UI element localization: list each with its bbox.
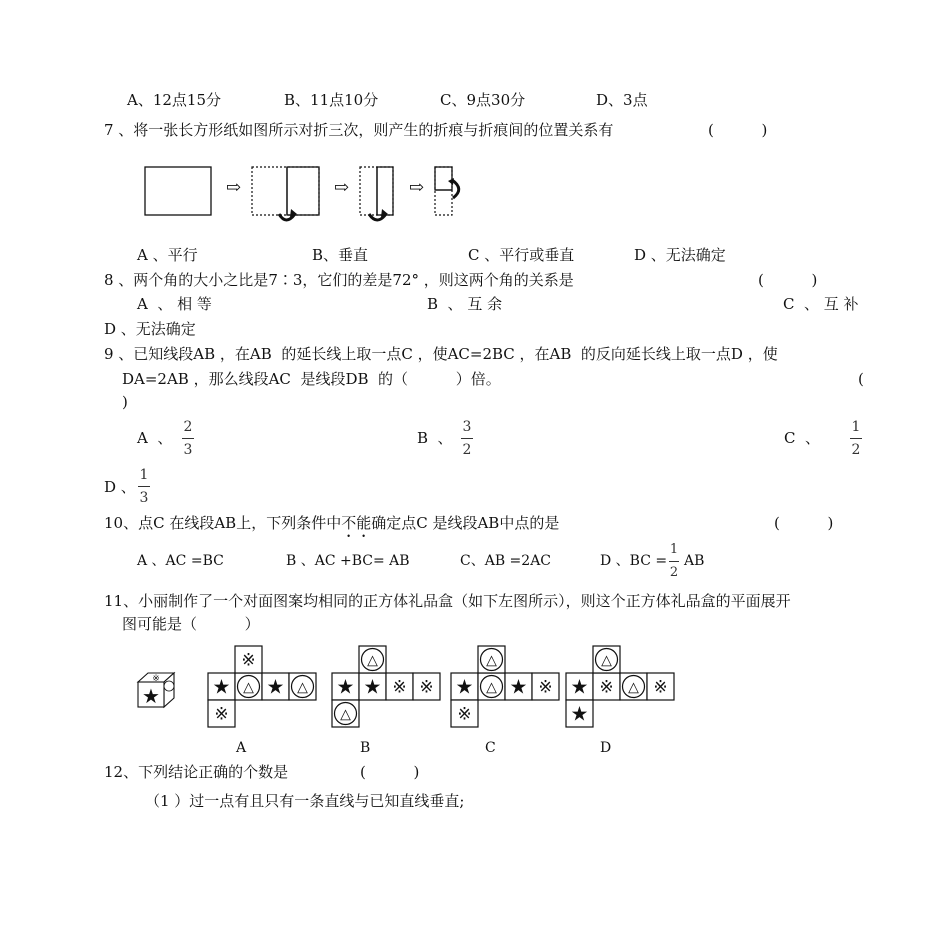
numerator: 2 (183, 419, 193, 435)
q8-option-d: D 、无法确定 (104, 320, 196, 338)
cross-symbol: ※ (241, 650, 256, 671)
denominator: 2 (462, 442, 472, 458)
star-symbol: ★ (266, 674, 285, 699)
q9-option-b-label: B 、 (417, 429, 453, 447)
q12-item-1: （1 ）过一点有且只有一条直线与已知直线垂直; (145, 792, 465, 810)
net-option-b (332, 646, 440, 727)
q10-option-d-suffix: AB (684, 553, 705, 569)
numerator: 1 (139, 467, 149, 483)
q9-option-c-label: C 、 (784, 429, 821, 447)
q11-line1: 11、小丽制作了一个对面图案均相同的正方体礼品盒（如下左图所示），则这个正方体礼品盒的平面展开 (104, 592, 791, 610)
denominator: 2 (851, 442, 861, 458)
q9-paren-close: ) (122, 393, 128, 411)
q11-label-b: B (360, 740, 371, 756)
q11-label-d: D (600, 740, 612, 756)
q8-answer-paren: ( ) (758, 271, 818, 289)
triangle-symbol: △ (340, 706, 351, 723)
net-option-a (208, 646, 316, 727)
q9-option-a-label: A 、 (137, 429, 173, 447)
triangle-symbol: △ (601, 652, 612, 669)
q10-answer-paren: ( ) (774, 514, 834, 532)
q10-stem-emphasis: 不能 (341, 514, 372, 532)
triangle-symbol: △ (243, 679, 254, 696)
svg-text:※: ※ (152, 674, 160, 684)
numerator: 1 (851, 419, 861, 435)
cross-symbol: ※ (599, 677, 614, 698)
q8-option-c: C 、 互 补 (783, 295, 859, 313)
q7-arrow-3: ⇨ (409, 177, 425, 198)
net-option-d (566, 646, 674, 727)
q7-stem: 7 、将一张长方形纸如图所示对折三次，则产生的折痕与折痕间的位置关系有 (104, 121, 614, 139)
q9-line1: 9 、已知线段AB ，在AB 的延长线上取一点C ，使AC=2BC ，在AB 的反向延长线上取一点D ，使 (104, 345, 778, 363)
q9-paren-open: ( (858, 370, 864, 388)
q8-stem: 8 、两个角的大小之比是7∶3，它们的差是72° ，则这两个角的关系是 (104, 271, 574, 289)
star-symbol: ★ (212, 674, 231, 699)
q6-option-c: C、9点30分 (440, 91, 526, 109)
q7-option-c: C 、平行或垂直 (468, 246, 575, 264)
cross-symbol: ※ (419, 677, 434, 698)
q6-option-a: A、12点15分 (127, 91, 222, 109)
q6-option-b: B、11点10分 (284, 91, 379, 109)
cross-symbol: ※ (392, 677, 407, 698)
denominator: 3 (183, 442, 193, 458)
q10-option-b: B 、AC +BC= AB (286, 553, 410, 569)
triangle-symbol: △ (297, 679, 308, 696)
q11-label-a: A (236, 740, 247, 756)
q11-label-c: C (485, 740, 496, 756)
star-symbol: ★ (336, 674, 355, 699)
q9-option-d-label: D 、 (104, 478, 136, 496)
q12-answer-paren: ( ) (360, 763, 420, 781)
cross-symbol: ※ (214, 704, 229, 725)
cross-symbol: ※ (653, 677, 668, 698)
q9-line2: DA=2AB ，那么线段AC 是线段DB 的（ ）倍。 (122, 370, 501, 388)
q8-option-a: A 、 相 等 (137, 295, 212, 313)
q11-line2: 图可能是（ ） (122, 615, 260, 633)
q7-answer-paren: ( ) (708, 121, 768, 139)
star-symbol: ★ (570, 674, 589, 699)
q7-arrow-2: ⇨ (334, 177, 350, 198)
star-symbol: ★ (509, 674, 528, 699)
net-option-c (451, 646, 559, 727)
triangle-symbol: △ (367, 652, 378, 669)
svg-text:★: ★ (142, 684, 160, 708)
star-symbol: ★ (455, 674, 474, 699)
q10-stem-prefix: 10、点C 在线段AB上，下列条件中 (104, 514, 342, 532)
star-symbol: ★ (570, 701, 589, 726)
q7-option-a: A 、平行 (137, 246, 198, 264)
q7-option-d: D 、无法确定 (634, 246, 726, 264)
q7-arrow-1: ⇨ (226, 177, 242, 198)
triangle-symbol: △ (628, 679, 639, 696)
gift-box-cube (138, 673, 174, 708)
denominator: 3 (139, 490, 149, 506)
q7-option-b: B、垂直 (312, 246, 369, 264)
q10-option-a: A 、AC =BC (137, 553, 224, 569)
q10-stem-suffix: 确定点C 是线段AB中点的是 (371, 514, 560, 532)
q10-option-c: C、AB =2AC (460, 553, 552, 569)
q10-option-d-prefix: D 、BC = (600, 553, 668, 569)
triangle-symbol: △ (486, 652, 497, 669)
numerator: 1 (669, 542, 679, 557)
cross-symbol: ※ (538, 677, 553, 698)
star-symbol: ★ (363, 674, 382, 699)
cross-symbol: ※ (457, 704, 472, 725)
q12-stem: 12、下列结论正确的个数是 (104, 763, 289, 781)
q8-option-b: B 、 互 余 (427, 295, 503, 313)
denominator: 2 (669, 565, 679, 580)
numerator: 3 (462, 419, 472, 435)
triangle-symbol: △ (486, 679, 497, 696)
q6-option-d: D、3点 (596, 91, 648, 109)
